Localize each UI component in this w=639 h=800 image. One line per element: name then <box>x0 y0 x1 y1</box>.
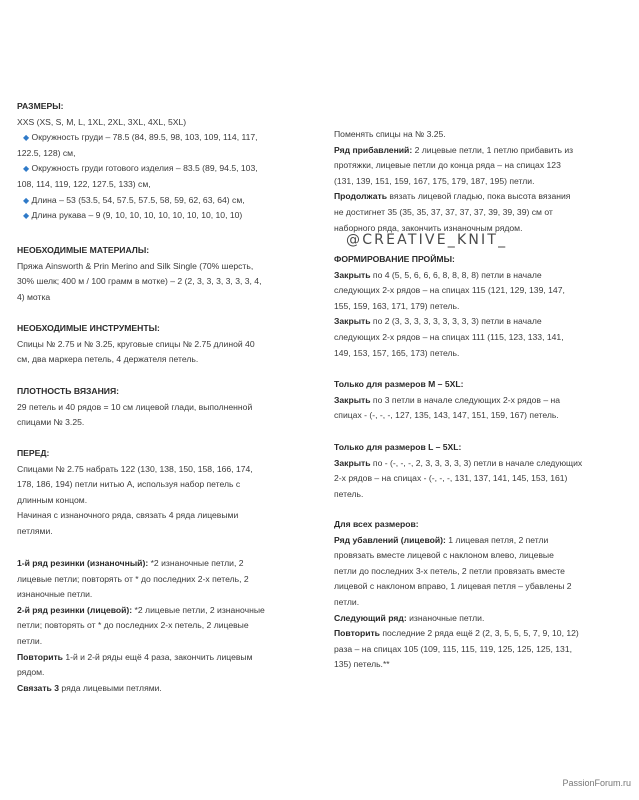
density-line: 29 петель и 40 рядов = 10 см лицевой глади, выполненной <box>17 401 253 412</box>
row1-text: *2 изнаночные петли, 2 <box>148 558 244 568</box>
creative-knit-handle: @CREATIVE_KNIT_ <box>346 232 508 248</box>
row1-label: 1-й ряд резинки (изнаночный): <box>17 558 149 568</box>
cont-text: вязать лицевой гладью, пока высота вязания <box>386 191 571 202</box>
change-needles: Поменять спицы на № 3.25. <box>334 129 446 139</box>
sleeve-text: Длина рукава – 9 (9, 10, 10, 10, 10, 10, 10, 10, 10, 10) <box>31 210 243 221</box>
close1-line: следующих 2-х рядов – на спицах 115 (121, 129, 139, 147, <box>334 285 565 296</box>
front-line: длинным концом. <box>17 494 88 505</box>
dec-line: провязать вместе лицевой с наклоном влево, лицевые <box>334 550 554 561</box>
knit3-text: ряда лицевыми петлями. <box>59 682 162 693</box>
chest-text-2: 122.5, 128) см, <box>17 147 76 158</box>
front-heading: ПЕРЕД: <box>17 448 50 458</box>
close3-line: спицах - (-, -, -, 127, 135, 143, 147, 151, 159, 167) петель. <box>334 410 559 421</box>
row2-line <box>17 603 265 619</box>
next-row-line <box>334 611 579 627</box>
close4-line: петель. <box>334 488 364 499</box>
front-section <box>17 446 253 540</box>
dec-label: Ряд убавлений (лицевой): <box>334 534 446 545</box>
front-line: петлями. <box>17 525 53 536</box>
front-line: Начиная с изнаночного ряда, связать 4 ряда лицевыми <box>17 510 239 521</box>
l5xl-section <box>334 440 582 502</box>
tools-section <box>17 321 255 368</box>
m5xl-heading: Только для размеров M – 5XL: <box>334 379 464 389</box>
length-item <box>17 193 258 209</box>
tools-line: см, два маркера петель, 4 держателя петель. <box>17 354 199 365</box>
next-label: Следующий ряд: <box>334 612 407 623</box>
close2-line: 149, 153, 157, 165, 173) петель. <box>334 347 460 358</box>
next-text: изнаночные петли. <box>406 612 485 623</box>
close4-line <box>334 456 582 472</box>
rib-section <box>17 556 265 696</box>
dec-line: лицевой с наклоном вправо, 1 лицевая петля – убавлены 2 <box>334 581 572 592</box>
all-sizes-section <box>334 517 579 673</box>
inc-line: (131, 139, 151, 159, 167, 175, 179, 187, 195) петли. <box>334 175 535 186</box>
rep-text: последние 2 ряда ещё 2 (2, 3, 5, 5, 5, 7, 9, 10, 12) <box>379 628 579 639</box>
row2-label: 2-й ряд резинки (лицевой): <box>17 604 133 615</box>
gchest-text-1: Окружность груди готового изделия – 83.5 (89, 94.5, 103, <box>31 163 258 174</box>
cont-line: не достигнет 35 (35, 35, 37, 37, 37, 37, 39, 39, 39) см от <box>334 206 553 217</box>
repeat-line <box>17 650 265 666</box>
gchest-item <box>17 161 258 177</box>
row2-line: петли; повторять от * до последних 2-х петель, 2 лицевые <box>17 620 249 631</box>
row2-text: *2 лицевые петли, 2 изнаночные <box>132 604 265 615</box>
row1-line: изнаночные петли. <box>17 589 93 600</box>
front-line: Спицами № 2.75 набрать 122 (130, 138, 150, 158, 166, 174, <box>17 463 253 474</box>
close2-text: по 2 (3, 3, 3, 3, 3, 3, 3, 3, 3) петли в начале <box>370 316 542 327</box>
rep-label: Повторить <box>334 628 380 639</box>
close1-label: Закрыть <box>334 269 371 280</box>
materials-section <box>17 243 261 305</box>
l5xl-heading: Только для размеров L – 5XL: <box>334 442 462 452</box>
knit3-label: Связать 3 <box>17 682 59 693</box>
tools-heading: НЕОБХОДИМЫЕ ИНСТРУМЕНТЫ: <box>17 323 160 333</box>
cont-line <box>334 189 573 205</box>
sleeve-item <box>17 208 258 224</box>
row1-line: лицевые петли; повторять от * до последних 2-х петель, 2 <box>17 573 249 584</box>
dec-text: 1 лицевая петля, 2 петли <box>445 534 549 545</box>
inc-line: протяжки, лицевые петли до конца ряда – на спицах 123 <box>334 160 561 171</box>
sizes-heading: РАЗМЕРЫ: <box>17 101 64 111</box>
bullet-icon: ◆ <box>23 164 30 174</box>
density-section <box>17 384 252 431</box>
gchest-text-2: 108, 114, 119, 122, 127.5, 133) см, <box>17 178 151 189</box>
dec-line: петли до последних 3-х петель, 2 петли провязать вместе <box>334 565 565 576</box>
rep-line: 135) петель.** <box>334 659 390 670</box>
close3-line <box>334 393 560 409</box>
materials-line: 4) мотка <box>17 291 51 302</box>
repeat-line: рядом. <box>17 667 45 678</box>
armhole-heading: ФОРМИРОВАНИЕ ПРОЙМЫ: <box>334 254 455 264</box>
density-line: спицами № 3.25. <box>17 417 85 428</box>
repeat-text: 1-й и 2-й ряды ещё 4 раза, закончить лицевым <box>62 651 253 662</box>
close4-label: Закрыть <box>334 457 371 468</box>
close1-line: 155, 159, 163, 171, 179) петель. <box>334 300 460 311</box>
bullet-icon: ◆ <box>23 133 30 143</box>
repeat-label: Повторить <box>17 651 63 662</box>
armhole-section <box>334 252 565 361</box>
close2-line <box>334 314 565 330</box>
materials-line: Пряжа Ainsworth & Prin Merino and Silk Single (70% шерсть, <box>17 260 254 271</box>
bullet-icon: ◆ <box>23 211 30 221</box>
close1-text: по 4 (5, 5, 6, 6, 6, 8, 8, 8, 8) петли в начале <box>370 269 542 280</box>
tools-line: Спицы № 2.75 и № 3.25, круговые спицы № 2.75 длиной 40 <box>17 338 255 349</box>
dec-line <box>334 533 579 549</box>
close1-line <box>334 268 565 284</box>
length-text: Длина – 53 (53.5, 54, 57.5, 57.5, 58, 59, 62, 63, 64) см, <box>31 194 245 205</box>
chest-text-1: Окружность груди – 78.5 (84, 89.5, 98, 103, 109, 114, 117, <box>31 132 258 143</box>
rep-line: раза – на спицах 105 (109, 115, 115, 119, 125, 125, 125, 131, <box>334 643 572 654</box>
inc-label: Ряд прибавлений: <box>334 144 413 155</box>
close4-line: 2-х рядов – на спицах - (-, -, -, 131, 137, 141, 145, 153, 161) <box>334 473 568 484</box>
row1-line <box>17 556 265 572</box>
materials-line: 30% шелк; 400 м / 100 грамм в мотке) – 2 (2, 3, 3, 3, 3, 3, 3, 4, <box>17 276 262 287</box>
sizes-section <box>17 99 258 224</box>
chest-item <box>17 130 258 146</box>
front-line: 178, 186, 194) петли нитью А, используя набор петель с <box>17 479 241 490</box>
dec-line: петли. <box>334 596 360 607</box>
site-watermark: PassionForum.ru <box>562 778 631 789</box>
materials-heading: НЕОБХОДИМЫЕ МАТЕРИАЛЫ: <box>17 245 150 255</box>
cont-line: наборного ряда, закончить изнаночным рядом. <box>334 222 523 233</box>
inc-text: 2 лицевые петли, 1 петлю прибавить из <box>412 144 574 155</box>
row2-line: петли. <box>17 635 43 646</box>
needles-section <box>334 127 573 236</box>
bullet-icon: ◆ <box>23 195 30 205</box>
density-heading: ПЛОТНОСТЬ ВЯЗАНИЯ: <box>17 386 120 396</box>
close2-line: следующих 2-х рядов – на спицах 111 (115, 123, 133, 141, <box>334 331 564 342</box>
m5xl-section <box>334 377 560 424</box>
close2-label: Закрыть <box>334 316 371 327</box>
close3-label: Закрыть <box>334 394 371 405</box>
close3-text: по 3 петли в начале следующих 2-х рядов – на <box>370 394 561 405</box>
close4-text: по - (-, -, -, 2, 3, 3, 3, 3, 3) петли в начале следующих <box>370 457 583 468</box>
all-sizes-heading: Для всех размеров: <box>334 519 419 529</box>
rep-line <box>334 626 579 642</box>
knit3-line <box>17 681 265 697</box>
sizes-list: XXS (XS, S, M, L, 1XL, 2XL, 3XL, 4XL, 5XL) <box>17 116 187 127</box>
inc-line <box>334 143 573 159</box>
cont-label: Продолжать <box>334 191 387 202</box>
